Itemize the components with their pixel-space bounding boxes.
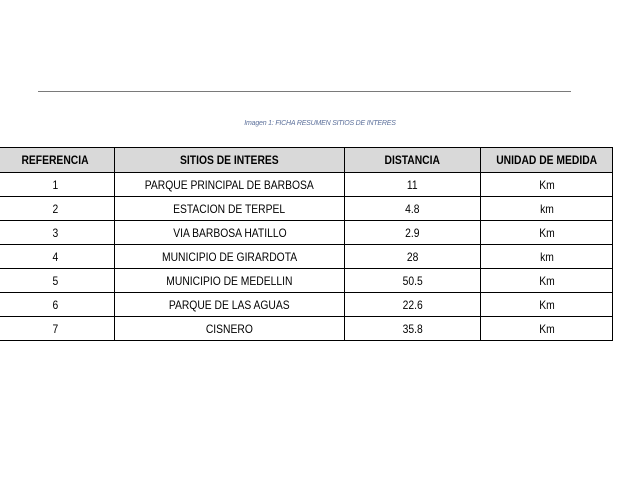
cell-distance: 11 [345, 173, 481, 197]
cell-unit: Km [481, 293, 613, 317]
cell-site: MUNICIPIO DE GIRARDOTA [115, 245, 345, 269]
cell-reference: 6 [0, 293, 115, 317]
table-row [0, 269, 613, 293]
horizontal-rule [38, 91, 571, 92]
cell-unit: Km [481, 317, 613, 341]
table-row [0, 173, 613, 197]
table-row [0, 317, 613, 341]
cell-site: ESTACION DE TERPEL [115, 197, 345, 221]
cell-distance: 50.5 [345, 269, 481, 293]
cell-reference: 3 [0, 221, 115, 245]
table-row [0, 293, 613, 317]
table-row [0, 197, 613, 221]
header-distance: DISTANCIA [345, 148, 481, 173]
cell-site: CISNERO [115, 317, 345, 341]
header-unit: UNIDAD DE MEDIDA [481, 148, 613, 173]
cell-distance: 4.8 [345, 197, 481, 221]
cell-reference: 1 [0, 173, 115, 197]
cell-distance: 22.6 [345, 293, 481, 317]
cell-site: MUNICIPIO DE MEDELLIN [115, 269, 345, 293]
cell-distance: 35.8 [345, 317, 481, 341]
cell-reference: 4 [0, 245, 115, 269]
cell-reference: 2 [0, 197, 115, 221]
cell-unit: km [481, 197, 613, 221]
cell-site: PARQUE DE LAS AGUAS [115, 293, 345, 317]
cell-distance: 2.9 [345, 221, 481, 245]
cell-site: VIA BARBOSA HATILLO [115, 221, 345, 245]
table-row [0, 245, 613, 269]
figure-caption: Imagen 1: FICHA RESUMEN SITIOS DE INTERES [244, 120, 396, 127]
cell-unit: km [481, 245, 613, 269]
sites-summary-table [0, 147, 613, 341]
cell-reference: 7 [0, 317, 115, 341]
header-sites: SITIOS DE INTERES [115, 148, 345, 173]
header-reference: REFERENCIA [0, 148, 115, 173]
cell-unit: Km [481, 269, 613, 293]
cell-reference: 5 [0, 269, 115, 293]
table-header-row [0, 148, 613, 173]
cell-unit: Km [481, 173, 613, 197]
cell-unit: Km [481, 221, 613, 245]
table-row [0, 221, 613, 245]
cell-site: PARQUE PRINCIPAL DE BARBOSA [115, 173, 345, 197]
cell-distance: 28 [345, 245, 481, 269]
